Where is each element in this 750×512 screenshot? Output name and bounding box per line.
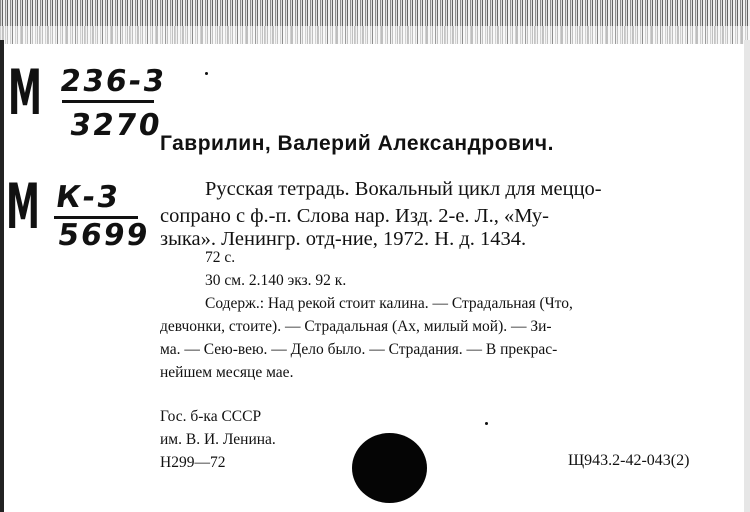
speck bbox=[205, 72, 208, 75]
ink-blot-stamp bbox=[352, 433, 427, 503]
title-line-1: Русская тетрадь. Вокальный цикл для меццо- bbox=[205, 178, 602, 200]
pages-line: 72 с. bbox=[205, 249, 236, 266]
handwritten-letter-m-1: М bbox=[8, 56, 41, 129]
title-line-2: сопрано с ф.-п. Слова нар. Изд. 2-е. Л., «Му- bbox=[160, 205, 550, 227]
card-right-edge bbox=[744, 40, 750, 512]
physical-description-line: 30 см. 2.140 экз. 92 к. bbox=[205, 272, 347, 289]
handwritten-inventory-number-1: 3270 bbox=[67, 108, 164, 143]
handwritten-letter-m-2: М bbox=[6, 170, 39, 243]
library-line-1: Гос. б-ка СССР bbox=[160, 408, 262, 425]
handwritten-shelf-number-2: К-3 bbox=[53, 180, 123, 215]
contents-line-4: нейшем месяце мае. bbox=[160, 364, 294, 381]
contents-line-3: ма. — Сею-вею. — Дело было. — Страдания. — В прекрас- bbox=[160, 341, 558, 358]
handwritten-shelf-number-1: 236-3 bbox=[57, 64, 169, 99]
library-line-2: им. В. И. Ленина. bbox=[160, 431, 276, 448]
speck bbox=[485, 422, 488, 425]
author-heading: Гаврилин, Валерий Александрович. bbox=[160, 132, 554, 155]
handwritten-fraction-line-1 bbox=[62, 100, 154, 103]
scan-noise-strip bbox=[0, 0, 750, 44]
card-number: Н299—72 bbox=[160, 454, 226, 471]
card-left-edge bbox=[0, 40, 4, 512]
contents-line-2: девчонки, стоите). — Страдальная (Ах, милый мой). — Зи- bbox=[160, 318, 552, 335]
title-line-3: зыка». Ленингр. отд-ние, 1972. Н. д. 1434. bbox=[160, 228, 527, 250]
contents-line-1: Содерж.: Над рекой стоит калина. — Страдальная (Что, bbox=[205, 295, 573, 312]
handwritten-inventory-number-2: 5699 bbox=[55, 218, 152, 253]
classification-code: Щ943.2-42-043(2) bbox=[568, 452, 690, 469]
